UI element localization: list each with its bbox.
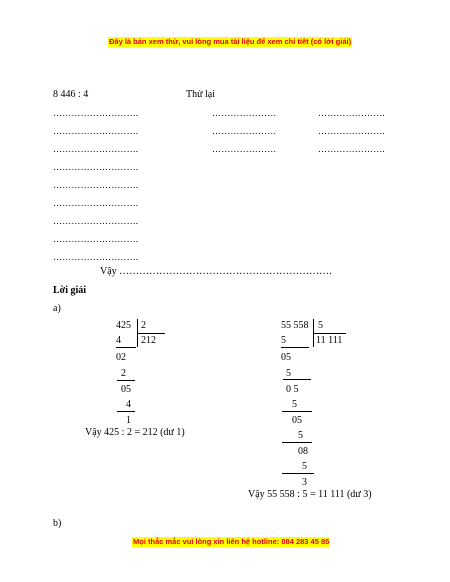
hotline-banner: Mọi thắc mắc vui lòng xin liên hệ hotline: 084 283 45 85 (133, 537, 330, 546)
division-bracket (313, 333, 346, 334)
dot-line: ………………………. (53, 198, 139, 208)
step-rule (281, 347, 309, 348)
step-value: 05 (121, 384, 131, 395)
dividend: 425 (116, 320, 131, 331)
step-rule (117, 411, 135, 412)
step-value: 08 (298, 446, 308, 457)
step-value: 5 (302, 461, 307, 472)
dot-line: …………………. (318, 144, 385, 154)
dot-line: ………………………. (53, 216, 139, 226)
dot-line: ………………… (212, 144, 277, 154)
dot-line: …………………. (318, 126, 385, 136)
remainder: 3 (302, 477, 307, 488)
dot-line: ………………… (212, 108, 277, 118)
step-value: 5 (281, 335, 286, 346)
dot-line: …………………. (318, 108, 385, 118)
dividend: 55 558 (281, 320, 309, 331)
result-statement: Vậy 55 558 : 5 = 11 111 (dư 3) (248, 489, 372, 500)
step-value: 05 (281, 352, 291, 363)
dot-line: ………………………. (53, 108, 139, 118)
step-value: 5 (292, 399, 297, 410)
step-value: 5 (298, 430, 303, 441)
part-b-label: b) (53, 518, 62, 529)
step-rule (116, 347, 136, 348)
dot-line: ………………………. (53, 144, 139, 154)
quotient: 11 111 (316, 335, 343, 346)
preview-banner: Đây là bản xem thử, vui lòng mua tài liệu để xem chi tiết (có lời giải) (109, 37, 352, 46)
step-rule (283, 379, 311, 380)
division-bracket (137, 333, 165, 334)
step-value: 05 (292, 415, 302, 426)
step-rule (117, 380, 135, 381)
step-value: 4 (126, 399, 131, 410)
dot-line: ………………………. (53, 234, 139, 244)
division-expression: 8 446 : 4 (53, 89, 89, 100)
quotient: 212 (141, 335, 156, 346)
step-value: 2 (121, 368, 126, 379)
dot-line: ………………………. (53, 252, 139, 262)
conclusion-line: Vậy ………………………………………………………. (100, 266, 332, 277)
step-rule (282, 411, 312, 412)
divisor: 2 (141, 320, 146, 331)
dot-line: ………………………. (53, 162, 139, 172)
dot-line: ………………… (212, 126, 277, 136)
remainder: 1 (126, 415, 131, 426)
step-value: 0 5 (286, 384, 299, 395)
dot-line: ………………………. (53, 180, 139, 190)
check-label: Thử lại (186, 89, 216, 100)
step-rule (282, 442, 312, 443)
result-statement: Vậy 425 : 2 = 212 (dư 1) (85, 427, 185, 438)
divisor: 5 (318, 320, 323, 331)
step-value: 5 (286, 368, 291, 379)
step-value: 02 (116, 352, 126, 363)
dot-line: ………………………. (53, 126, 139, 136)
part-a-label: a) (53, 303, 61, 314)
step-value: 4 (116, 335, 121, 346)
step-rule (282, 473, 314, 474)
solution-heading: Lời giải (53, 285, 87, 296)
